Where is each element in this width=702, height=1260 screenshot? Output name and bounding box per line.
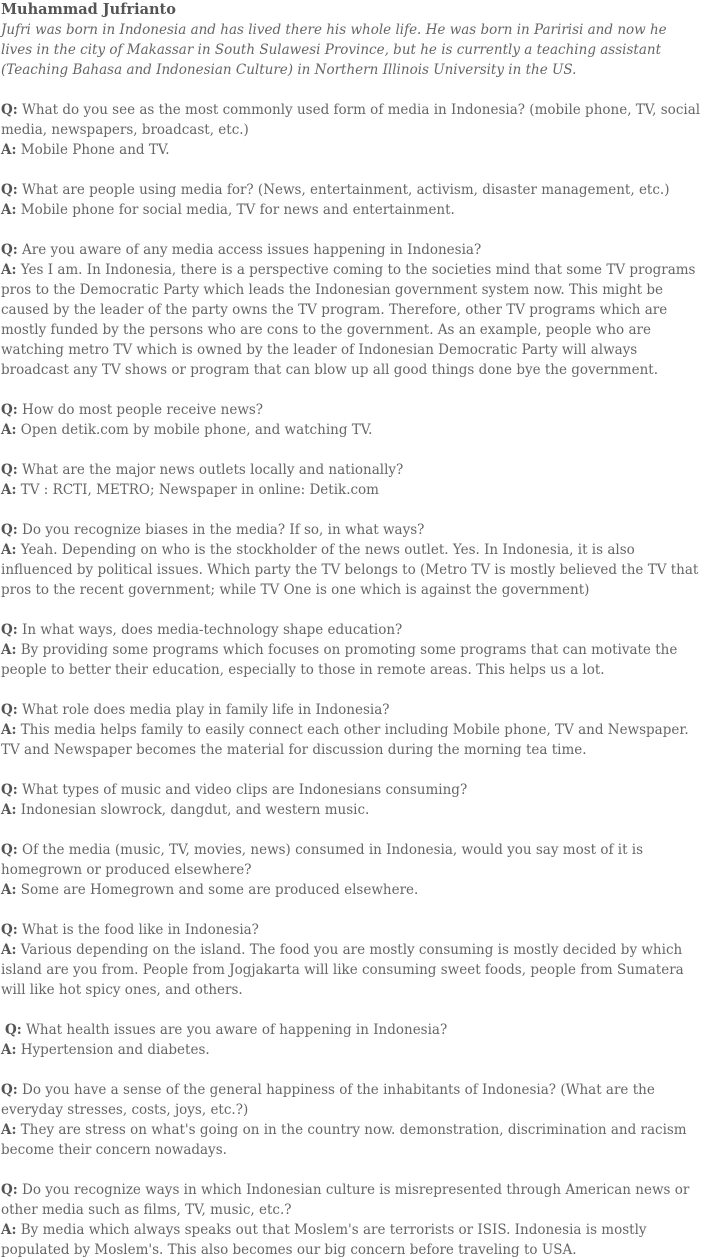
qa-item	[1, 1020, 702, 1060]
question-text: How do most people receive news?	[22, 402, 264, 418]
question	[1, 840, 702, 880]
answer-text: Hypertension and diabetes.	[20, 1042, 210, 1058]
qa-item	[1, 620, 702, 680]
question	[1, 920, 702, 940]
question-text: Do you recognize ways in which Indonesian culture is misrepresented through American news or other media such as films, TV, music, etc.?	[1, 1182, 690, 1218]
answer-text: Indonesian slowrock, dangdut, and western music.	[20, 802, 370, 818]
qa-list	[1, 100, 702, 1260]
question	[1, 1180, 702, 1220]
answer-text: Mobile phone for social media, TV for news and entertainment.	[20, 202, 455, 218]
question-label: Q:	[1, 522, 18, 538]
question-label: Q:	[1, 922, 18, 938]
qa-item	[1, 840, 702, 900]
question-text: What are the major news outlets locally and nationally?	[22, 462, 404, 478]
question-label: Q:	[1, 242, 18, 258]
qa-item	[1, 400, 702, 440]
question-label: Q:	[1, 782, 18, 798]
qa-item	[1, 780, 702, 820]
answer-text: This media helps family to easily connect each other including Mobile phone, TV and Newspaper. TV and Newspaper becomes the material for discussion during the morning tea time.	[1, 722, 689, 758]
answer-text: Various depending on the island. The food you are mostly consuming is mostly decided by which island are you from. People from Jogjakarta will like consuming sweet foods, people from Sumatera will like hot spicy ones, and others.	[1, 942, 684, 998]
question-label: Q:	[1, 622, 18, 638]
question-label: Q:	[1, 702, 18, 718]
question-label: Q:	[1, 462, 18, 478]
answer-label: A:	[1, 142, 17, 158]
answer	[1, 200, 702, 220]
answer-text: Some are Homegrown and some are produced elsewhere.	[20, 882, 419, 898]
answer	[1, 640, 702, 680]
question-text: What are people using media for? (News, entertainment, activism, disaster management, etc.)	[22, 182, 670, 198]
question-text: What health issues are you aware of happening in Indonesia?	[26, 1022, 448, 1038]
question	[1, 460, 702, 480]
answer-text: They are stress on what's going on in the country now. demonstration, discrimination and racism become their concern nowadays.	[1, 1122, 687, 1158]
question-label: Q:	[1, 1182, 18, 1198]
question	[1, 400, 702, 420]
answer-text: Yeah. Depending on who is the stockholder of the news outlet. Yes. In Indonesia, it is also influenced by political issues. Which party the TV belongs to (Metro TV is mostly believed the TV that pros to the recent government; while TV One is one which is against the government)	[1, 542, 699, 598]
page-title: Muhammad Jufrianto	[1, 1, 176, 18]
qa-item	[1, 1080, 702, 1160]
answer-label: A:	[1, 642, 17, 658]
qa-item	[1, 520, 702, 600]
answer-label: A:	[1, 802, 17, 818]
answer-label: A:	[1, 262, 17, 278]
answer	[1, 1040, 702, 1060]
question-text: Do you recognize biases in the media? If so, in what ways?	[22, 522, 425, 538]
question-label: Q:	[1, 842, 18, 858]
question-text: What role does media play in family life in Indonesia?	[22, 702, 390, 718]
answer	[1, 800, 702, 820]
qa-item	[1, 100, 702, 160]
answer	[1, 480, 702, 500]
question	[1, 180, 702, 200]
answer-label: A:	[1, 942, 17, 958]
question	[1, 240, 702, 260]
question	[1, 780, 702, 800]
answer-label: A:	[1, 722, 17, 738]
qa-item	[1, 180, 702, 220]
qa-item	[1, 700, 702, 760]
qa-item	[1, 1180, 702, 1260]
answer-text: By media which always speaks out that Moslem's are terrorists or ISIS. Indonesia is mostly populated by Moslem's. This also becomes our big concern before traveling to USA.	[1, 1222, 647, 1258]
question-text: What is the food like in Indonesia?	[22, 922, 259, 938]
answer-text: Open detik.com by mobile phone, and watching TV.	[20, 422, 373, 438]
answer-text: Yes I am. In Indonesia, there is a perspective coming to the societies mind that some TV programs pros to the Democratic Party which leads the Indonesian government system now. This might be caused by the leader of the party owns the TV program. Therefore, other TV programs which are mostly funded by the persons who are cons to the government. As an example, people who are watching metro TV which is owned by the leader of Indonesian Democratic Party will always broadcast any TV shows or program that can blow up all good things done bye the government.	[1, 262, 696, 378]
answer-label: A:	[1, 1042, 17, 1058]
answer	[1, 420, 702, 440]
answer-label: A:	[1, 1122, 17, 1138]
answer	[1, 720, 702, 760]
answer-label: A:	[1, 482, 17, 498]
answer-text: TV : RCTI, METRO; Newspaper in online: Detik.com	[20, 482, 379, 498]
answer-text: Mobile Phone and TV.	[20, 142, 170, 158]
question-text: Do you have a sense of the general happiness of the inhabitants of Indonesia? (What are the everyday stresses, costs, joys, etc.?)	[1, 1082, 655, 1118]
question	[1, 1020, 702, 1040]
answer-text: By providing some programs which focuses on promoting some programs that can motivate the people to better their education, especially to those in remote areas. This helps us a lot.	[1, 642, 678, 678]
question-text: Are you aware of any media access issues happening in Indonesia?	[22, 242, 482, 258]
qa-item	[1, 920, 702, 1000]
qa-item	[1, 460, 702, 500]
answer	[1, 540, 702, 600]
bio-paragraph: Jufri was born in Indonesia and has lived there his whole life. He was born in Paririsi and now he lives in the city of Makassar in South Sulawesi Province, but he is currently a teaching assistant (Teaching Bahasa and Indonesian Culture) in Northern Illinois University in the US.	[1, 22, 667, 78]
answer-label: A:	[1, 542, 17, 558]
question-label: Q:	[1, 1082, 18, 1098]
answer	[1, 140, 702, 160]
question-label: Q:	[1, 182, 18, 198]
question-text: In what ways, does media-technology shape education?	[22, 622, 403, 638]
question-label: Q:	[1, 402, 18, 418]
question	[1, 700, 702, 720]
answer	[1, 1120, 702, 1160]
question	[1, 1080, 702, 1120]
answer	[1, 880, 702, 900]
question-label: Q:	[1, 102, 18, 118]
answer	[1, 1220, 702, 1260]
answer	[1, 940, 702, 1000]
question-text: What types of music and video clips are Indonesians consuming?	[22, 782, 468, 798]
question-text: Of the media (music, TV, movies, news) consumed in Indonesia, would you say most of it is homegrown or produced elsewhere?	[1, 842, 644, 878]
answer-label: A:	[1, 422, 17, 438]
qa-item	[1, 240, 702, 380]
answer-label: A:	[1, 202, 17, 218]
answer	[1, 260, 702, 380]
answer-label: A:	[1, 1222, 17, 1238]
question	[1, 620, 702, 640]
question	[1, 520, 702, 540]
question-text: What do you see as the most commonly used form of media in Indonesia? (mobile phone, TV, social media, newspapers, broadcast, etc.)	[1, 102, 701, 138]
question	[1, 100, 702, 140]
question-label: Q:	[5, 1022, 22, 1038]
answer-label: A:	[1, 882, 17, 898]
